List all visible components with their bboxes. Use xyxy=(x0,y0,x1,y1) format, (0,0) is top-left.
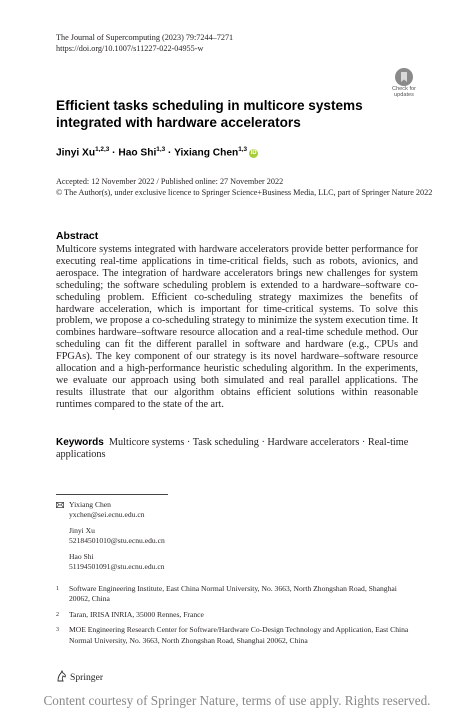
abstract-heading: Abstract xyxy=(56,231,99,242)
author-name[interactable]: Jinyi Xu xyxy=(56,147,96,159)
contact-entry xyxy=(56,526,416,547)
article-title: Efficient tasks scheduling in multicore systems integrated with hardware accelerators xyxy=(56,98,363,130)
author-name[interactable]: Hao Shi xyxy=(118,147,157,159)
keywords xyxy=(56,437,418,461)
bookmark-icon xyxy=(395,68,413,86)
journal-header xyxy=(56,32,233,54)
author-separator: · xyxy=(109,147,119,159)
author-affiliation-marks: 1,3 xyxy=(238,146,248,153)
author-name[interactable]: Yixiang Chen xyxy=(174,147,239,159)
affiliation-item xyxy=(56,584,418,605)
check-updates-line1: Check for xyxy=(392,86,416,92)
courtesy-notice: Content courtesy of Springer Nature, terms of use apply. Rights reserved. xyxy=(43,693,431,708)
check-updates-line2: updates xyxy=(394,92,414,99)
affiliation-item xyxy=(56,625,418,646)
footnote-divider xyxy=(56,494,168,495)
affiliation-number: 1 xyxy=(56,586,59,592)
affiliation-number: 3 xyxy=(56,627,59,634)
author-affiliation-marks: 1,2,3 xyxy=(95,146,110,153)
contact-email[interactable]: 52184501010@stu.ecnu.edu.cn xyxy=(69,536,165,546)
abstract-text: Multicore systems integrated with hardware accelerators provide better performance for executing real-time applications in time-critical fields, such as robots, avionics, and aerospace. The integration of hardware accelerators brings new challenges for system scheduling; the software scheduling problem is extended to a hardware–software co-scheduling problem. Efficient co-scheduling strategy maximizes the benefits of hardware acceleration, which is important for time-critical systems. To solve this problem, we propose a co-scheduling strategy to minimize the system execution time. It combines hardware–software resource allocation and a real-time schedule method. Our scheduling can fit the different parallel in software and hardware (e.g., CPUs and FPGAs). The key component of our strategy is its novel hardware–software resource allocation and a high-performance heuristic scheduling algorithm. In the experiments, we evaluate our approach using both simulated and real parallel applications. The results illustrate that our algorithm obtains efficient solutions within reasonable runtimes compared to the state of the art. xyxy=(56,244,418,410)
contact-name: Jinyi Xu xyxy=(69,525,95,535)
contact-name: Hao Shi xyxy=(69,551,94,561)
affiliation-text: Taran, IRISA INRIA, 35000 Rennes, France xyxy=(69,609,204,619)
contact-email[interactable]: 51194501091@stu.ecnu.edu.cn xyxy=(69,562,165,572)
contact-block xyxy=(56,500,416,577)
springer-horse-icon xyxy=(56,670,67,682)
journal-citation: The Journal of Supercomputing (2023) 79:7244–7271 xyxy=(56,33,234,42)
author-affiliation-marks: 1,3 xyxy=(156,146,166,153)
author-list xyxy=(56,146,258,158)
author-separator: · xyxy=(165,147,175,159)
affiliation-item xyxy=(56,610,418,620)
contact-name: Yixiang Chen xyxy=(69,500,111,509)
affiliation-text: MOE Engineering Research Center for Software/Hardware Co-Design Technology and Application, East China Normal University, No. 3663, North Zhongshan Road, Shanghai 20062, China xyxy=(69,625,409,645)
envelope-icon xyxy=(56,502,64,508)
publisher-name: Springer xyxy=(70,672,104,683)
keywords-list: Multicore systems · Task scheduling · Hardware accelerators · Real-time applications xyxy=(56,437,409,461)
publication-info xyxy=(56,176,436,198)
affiliation-number: 2 xyxy=(56,611,59,618)
contact-email[interactable]: yxchen@sei.ecnu.edu.cn xyxy=(69,510,145,520)
affiliations xyxy=(56,584,418,651)
contact-entry xyxy=(56,500,416,521)
check-for-updates-badge[interactable] xyxy=(386,67,422,101)
publication-dates: Accepted: 12 November 2022 / Published online: 27 November 2022 xyxy=(56,177,284,186)
publisher-logo xyxy=(56,670,103,683)
doi-link[interactable]: https://doi.org/10.1007/s11227-022-04955-w xyxy=(56,44,204,53)
contact-entry xyxy=(56,552,416,573)
keywords-label: Keywords xyxy=(56,437,104,448)
orcid-icon[interactable]: iD xyxy=(250,150,257,157)
copyright-notice: © The Author(s), under exclusive licence to Springer Science+Business Media, LLC, part of Springer Nature 2022 xyxy=(56,188,433,197)
affiliation-text: Software Engineering Institute, East China Normal University, No. 3663, North Zhongshan Road, Shanghai 20062, China xyxy=(69,584,397,604)
